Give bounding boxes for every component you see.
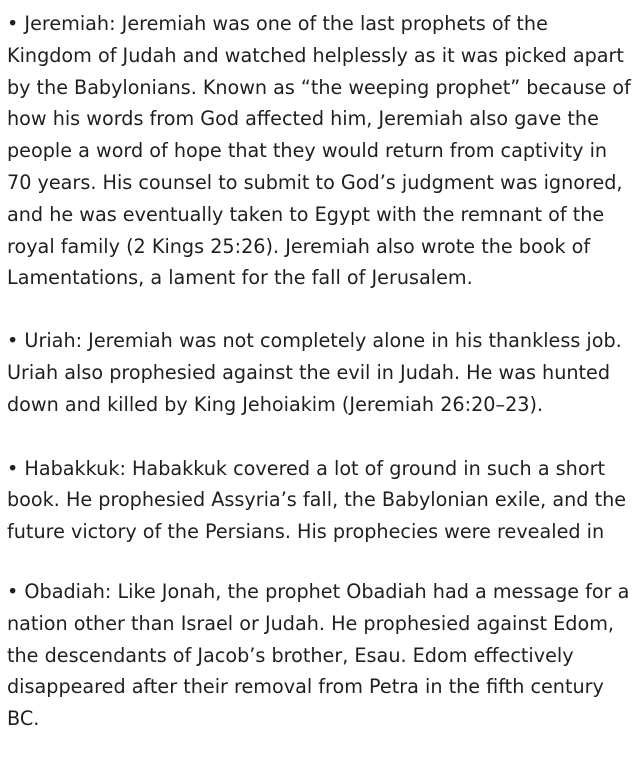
entry-uriah xyxy=(7,325,631,420)
text-line: nation other than Israel or Judah. He prophesied against Edom, xyxy=(7,611,614,635)
text-line: how his words from God affected him, Jeremiah also gave the xyxy=(7,107,599,131)
text-line: down and killed by King Jehoiakim (Jeremiah 26:20–23). xyxy=(7,392,544,416)
text-line: book. He prophesied Assyria’s fall, the Babylonian exile, and the xyxy=(7,488,627,512)
text-line: BC. xyxy=(7,707,40,731)
text-line: the descendants of Jacob’s brother, Esau. Edom effectively xyxy=(7,643,574,667)
text-line: people a word of hope that they would return from captivity in xyxy=(7,139,608,163)
text-line: • Obadiah: Like Jonah, the prophet Obadiah had a message for a xyxy=(7,579,630,603)
entry-obadiah xyxy=(7,576,631,735)
entry-jeremiah xyxy=(7,8,631,294)
text-line: Uriah also prophesied against the evil in Judah. He was hunted xyxy=(7,360,611,384)
text-line: • Habakkuk: Habakkuk covered a lot of ground in such a short xyxy=(7,456,605,480)
text-line: • Jeremiah: Jeremiah was one of the last prophets of the xyxy=(7,12,548,35)
entry-habakkuk xyxy=(7,453,631,548)
text-line: • Uriah: Jeremiah was not completely alone in his thankless job. xyxy=(7,329,622,353)
text-line: by the Babylonians. Known as “the weeping prophet” because of xyxy=(7,75,631,99)
text-line: royal family (2 Kings 25:26). Jeremiah also wrote the book of xyxy=(7,234,591,258)
text-line: future victory of the Persians. His prophecies were revealed in xyxy=(7,520,605,544)
text-line: 70 years. His counsel to submit to God’s judgment was ignored, xyxy=(7,170,623,194)
text-line: and he was eventually taken to Egypt with the remnant of the xyxy=(7,202,605,226)
text-line: Kingdom of Judah and watched helplessly as it was picked apart xyxy=(7,43,624,67)
text-line: disappeared after their removal from Petra in the fifth century xyxy=(7,675,604,699)
text-line: Lamentations, a lament for the fall of Jerusalem. xyxy=(7,266,473,290)
